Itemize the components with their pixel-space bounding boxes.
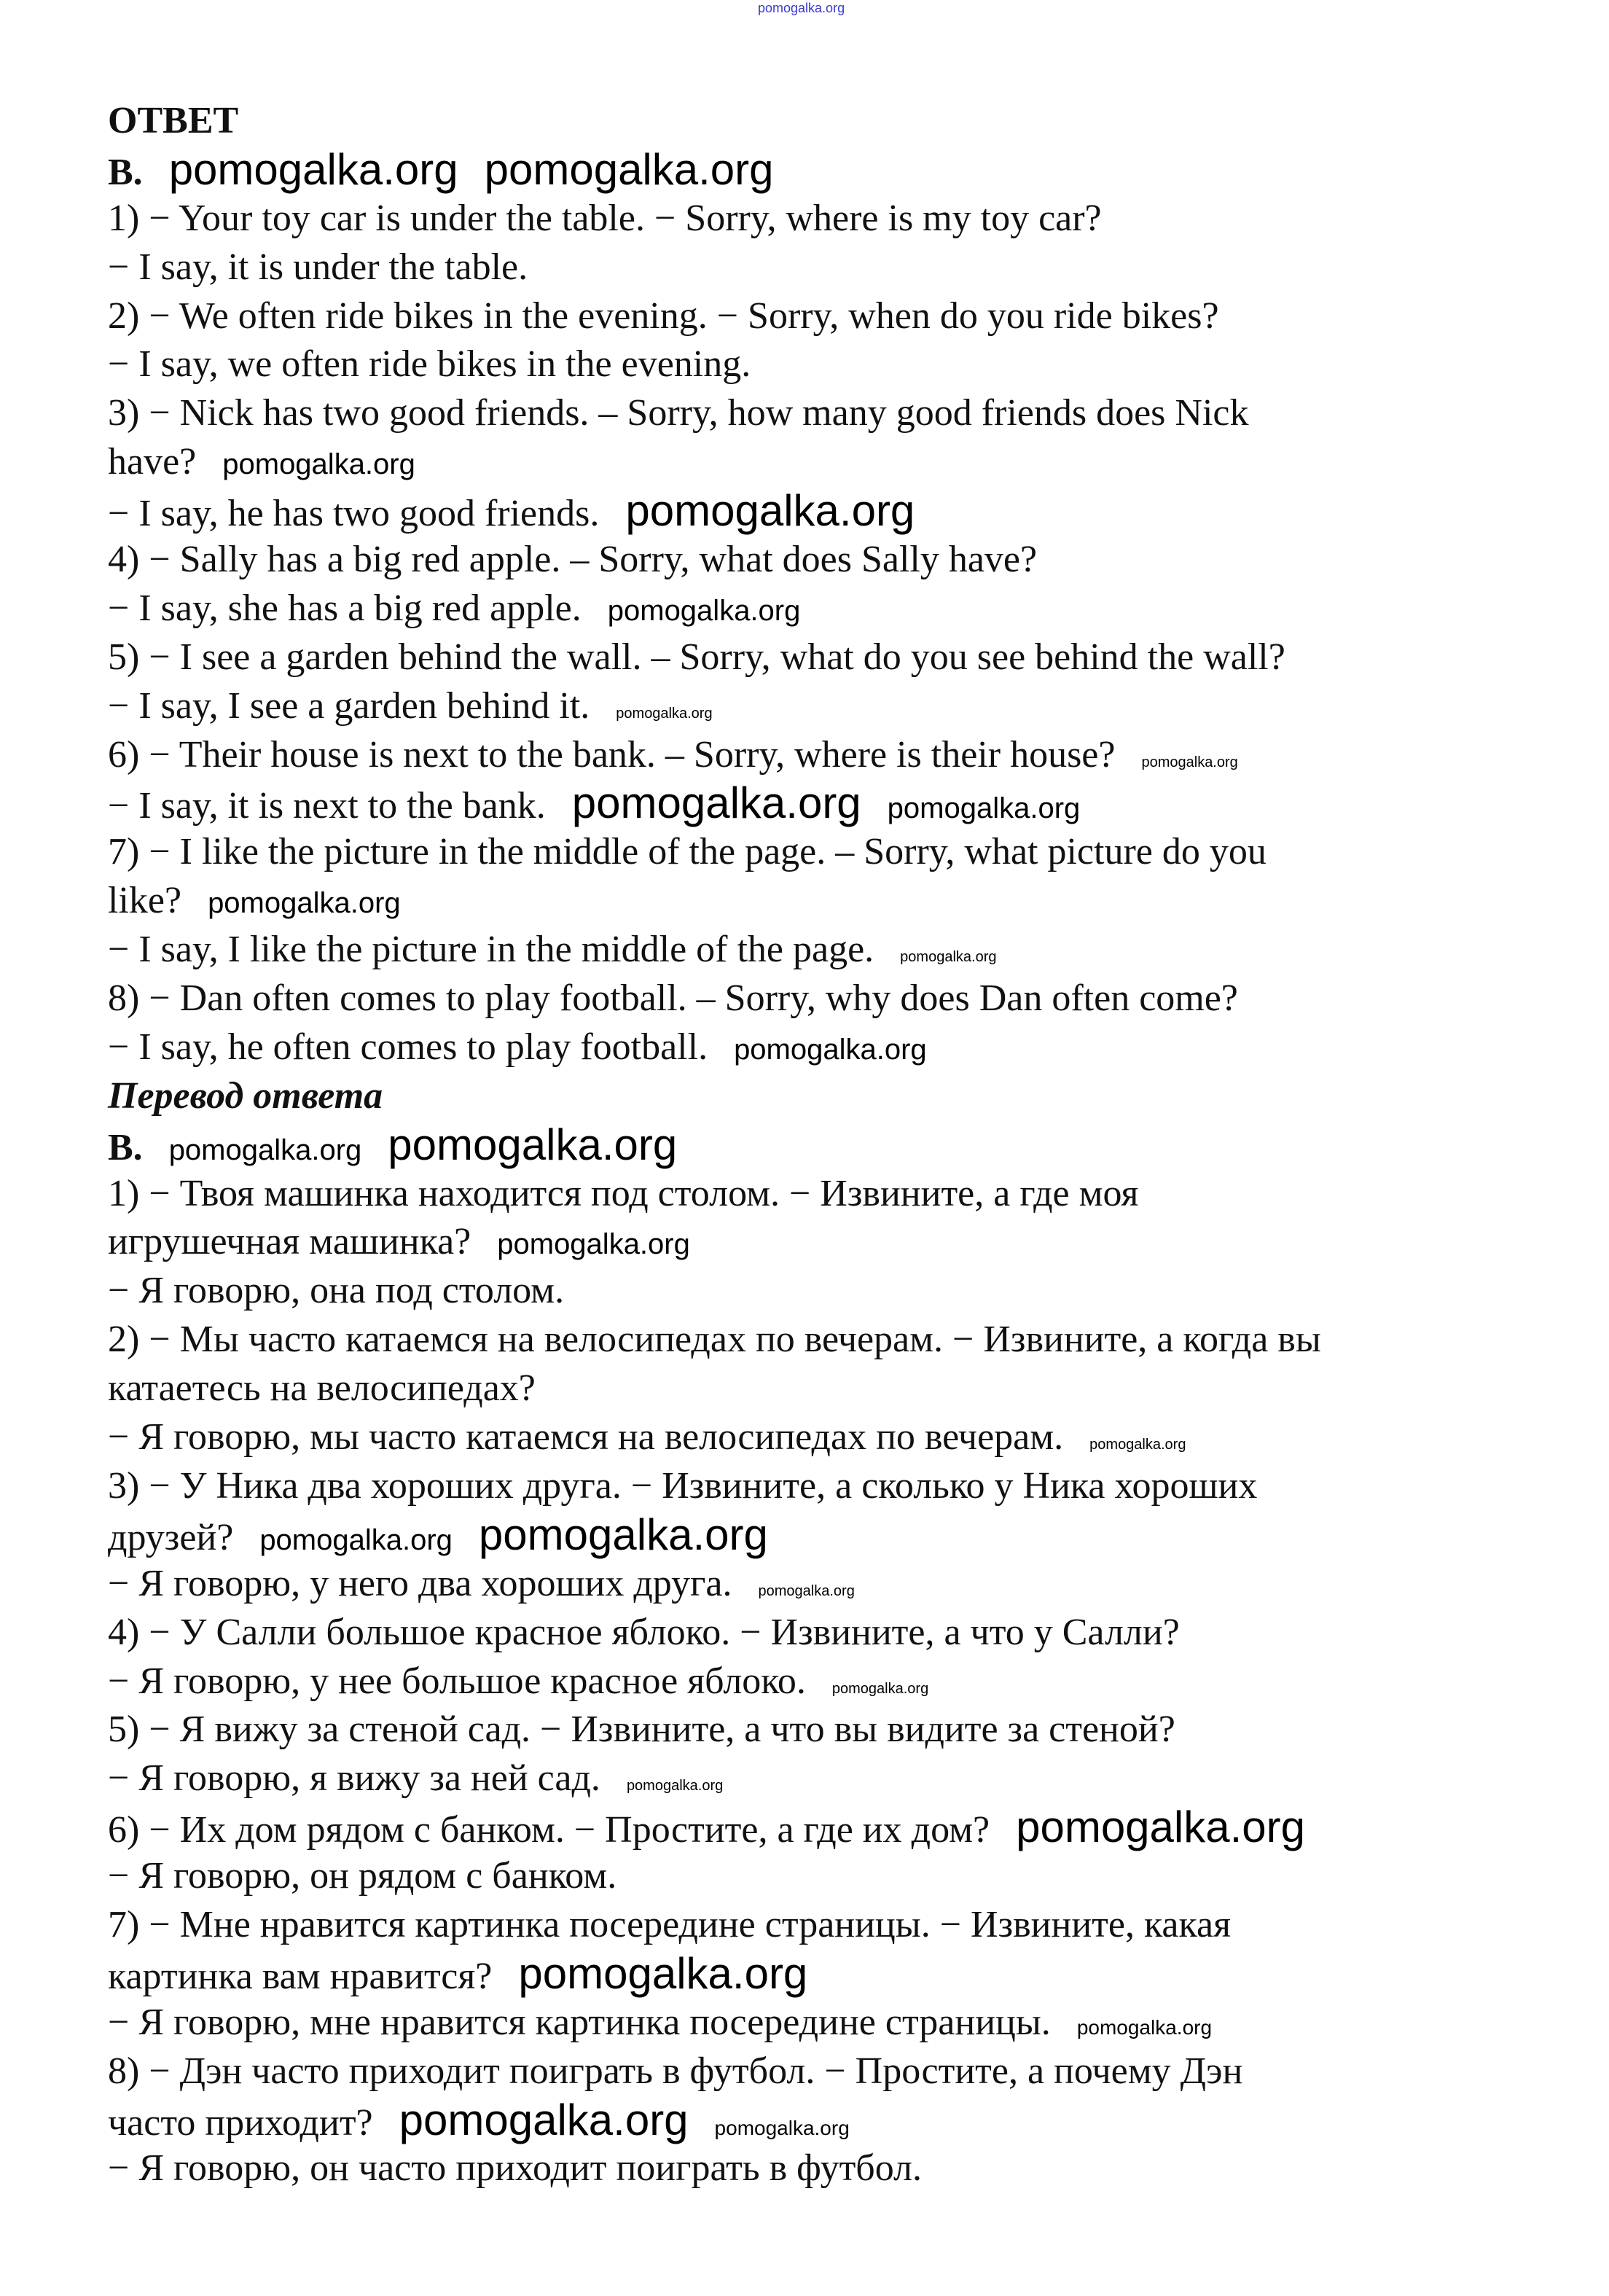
text-line-row	[108, 1657, 1594, 1706]
text-line: 5) − I see a garden behind the wall. – Sorry, what do you see behind the wall?	[108, 636, 1285, 678]
text-line-row	[108, 1609, 1594, 1657]
watermark: pomogalka.org	[1016, 1803, 1306, 1852]
text-line: − Я говорю, у нее большое красное яблоко.	[108, 1660, 806, 1702]
text-line: 2) − We often ride bikes in the evening. − Sorry, when do you ride bikes?	[108, 294, 1219, 337]
watermark: pomogalka.org	[399, 2095, 689, 2144]
text-line: 7) − Мне нравится картинка посередине страницы. − Извините, какая	[108, 1903, 1231, 1945]
watermark: pomogalka.org	[1089, 1437, 1186, 1453]
text-line: часто приходит?	[108, 2101, 373, 2144]
text-line: like?	[108, 880, 182, 922]
text-line: − I say, it is under the table.	[108, 246, 528, 288]
text-line-row	[108, 585, 1594, 633]
text-line-row	[108, 292, 1594, 341]
text-line-row	[108, 536, 1594, 585]
text-line: 6) − Their house is next to the bank. – Sorry, where is their house?	[108, 733, 1116, 776]
text-line: 4) − Sally has a big red apple. – Sorry, what does Sally have?	[108, 539, 1038, 581]
watermark: pomogalka.org	[168, 1133, 362, 1166]
text-line: 7) − I like the picture in the middle of the page. – Sorry, what picture do you	[108, 831, 1267, 873]
text-line: − I say, I see a garden behind it.	[108, 684, 590, 727]
watermark: pomogalka.org	[887, 792, 1081, 825]
text-line-row	[108, 1170, 1594, 1219]
text-line-row	[108, 487, 1594, 536]
text-line: 4) − У Салли большое красное яблоко. − Извините, а что у Салли?	[108, 1611, 1180, 1653]
watermark: pomogalka.org	[831, 1680, 929, 1697]
text-line: − Я говорю, я вижу за ней сад.	[108, 1757, 600, 1800]
text-line-row	[108, 1560, 1594, 1609]
text-line: − I say, it is next to the bank.	[108, 785, 546, 827]
text-line: − Я говорю, он часто приходит поиграть в футбол.	[108, 2147, 923, 2190]
text-line-row	[108, 633, 1594, 682]
watermark: pomogalka.org	[259, 1523, 453, 1556]
text-line-row	[108, 146, 1594, 195]
text-line-row	[108, 1852, 1594, 1901]
text-line: − I say, he has two good friends.	[108, 493, 600, 535]
watermark: pomogalka.org	[607, 594, 801, 627]
text-line: − Я говорю, мы часто катаемся на велосипедах по вечерам.	[108, 1416, 1064, 1459]
translation-section	[108, 1121, 1594, 2194]
text-line-row	[108, 1413, 1594, 1462]
text-line: 8) − Dan often comes to play football. – Sorry, why does Dan often come?	[108, 977, 1238, 1020]
text-line-row	[108, 975, 1594, 1023]
text-line: 2) − Мы часто катаемся на велосипедах по вечерам. − Извините, а когда вы	[108, 1319, 1321, 1361]
answer-heading: ОТВЕТ	[108, 100, 239, 141]
document-body	[108, 97, 1594, 2193]
text-line-row	[108, 1754, 1594, 1803]
section-label: B.	[108, 151, 143, 193]
watermark: pomogalka.org	[518, 1948, 808, 1998]
watermark: pomogalka.org	[484, 144, 774, 194]
watermark: pomogalka.org	[571, 778, 861, 828]
section-label: B.	[108, 1126, 143, 1168]
watermark: pomogalka.org	[1141, 754, 1238, 770]
text-line: 3) − Nick has two good friends. – Sorry, how many good friends does Nick	[108, 392, 1249, 434]
text-line-row	[108, 243, 1594, 292]
watermark: pomogalka.org	[758, 1582, 855, 1599]
text-line: 1) − Твоя машинка находится под столом. − Извините, а где моя	[108, 1172, 1139, 1214]
watermark: pomogalka.org	[478, 1510, 768, 1559]
text-line: − I say, she has a big red apple.	[108, 587, 582, 629]
watermark: pomogalka.org	[616, 705, 713, 722]
text-line-row	[108, 1511, 1594, 1560]
text-line: 3) − У Ника два хороших друга. − Извините, а сколько у Ника хороших	[108, 1464, 1258, 1507]
watermark: pomogalka.org	[714, 2116, 850, 2139]
watermark: pomogalka.org	[758, 1, 845, 15]
text-line-row	[108, 1023, 1594, 1072]
text-line-row	[108, 1803, 1594, 1852]
text-line-row	[108, 1901, 1594, 1950]
text-line-row	[108, 828, 1594, 877]
text-line-row	[108, 1218, 1594, 1267]
translation-heading: Перевод ответа	[108, 1074, 383, 1117]
text-line: 5) − Я вижу за стеной сад. − Извините, а что вы видите за стеной?	[108, 1709, 1175, 1751]
watermark: pomogalka.org	[1076, 2015, 1213, 2039]
watermark: pomogalka.org	[208, 887, 401, 920]
text-line-row	[108, 779, 1594, 828]
text-line: − I say, we often ride bikes in the evening.	[108, 343, 751, 386]
text-line-row	[108, 389, 1594, 438]
text-line-row	[108, 438, 1594, 487]
text-line: − I say, he often comes to play football.	[108, 1026, 708, 1068]
text-line: − Я говорю, она под столом.	[108, 1270, 565, 1312]
answer-section	[108, 146, 1594, 1072]
watermark: pomogalka.org	[625, 486, 915, 536]
answer-heading-row	[108, 97, 1594, 146]
watermark: pomogalka.org	[626, 1778, 724, 1795]
text-line-row	[108, 1316, 1594, 1364]
text-line-row	[108, 2096, 1594, 2145]
text-line: − Я говорю, у него два хороших друга.	[108, 1562, 732, 1604]
text-line: − Я говорю, он рядом с банком.	[108, 1855, 617, 1897]
text-line: игрушечная машинка?	[108, 1221, 471, 1263]
text-line-row	[108, 340, 1594, 389]
text-line-row	[108, 1267, 1594, 1316]
text-line: − I say, I like the picture in the middle of the page.	[108, 929, 874, 971]
text-line-row	[108, 195, 1594, 243]
watermark: pomogalka.org	[900, 949, 997, 966]
text-line-row	[108, 1121, 1594, 1170]
text-line: 8) − Дэн часто приходит поиграть в футбол. − Простите, а почему Дэн	[108, 2050, 1243, 2092]
text-line: друзей?	[108, 1516, 234, 1558]
text-line-row	[108, 2144, 1594, 2193]
text-line-row	[108, 877, 1594, 926]
text-line-row	[108, 1999, 1594, 2047]
text-line-row	[108, 1950, 1594, 1999]
watermark: pomogalka.org	[734, 1033, 927, 1066]
text-line: картинка вам нравится?	[108, 1955, 493, 1997]
watermark: pomogalka.org	[388, 1120, 678, 1169]
translation-heading-row	[108, 1072, 1594, 1121]
text-line-row	[108, 682, 1594, 731]
text-line-row	[108, 1364, 1594, 1413]
text-line: − Я говорю, мне нравится картинка посередине страницы.	[108, 2001, 1051, 2043]
watermark: pomogalka.org	[497, 1228, 690, 1261]
text-line-row	[108, 926, 1594, 975]
text-line-row	[108, 1462, 1594, 1511]
text-line-row	[108, 2047, 1594, 2096]
watermark: pomogalka.org	[222, 448, 415, 481]
text-line-row	[108, 1706, 1594, 1754]
text-line: катаетесь на велосипедах?	[108, 1367, 536, 1410]
text-line-row	[108, 731, 1594, 780]
watermark: pomogalka.org	[168, 144, 458, 194]
text-line: 6) − Их дом рядом с банком. − Простите, а где их дом?	[108, 1809, 990, 1851]
text-line: have?	[108, 441, 197, 483]
text-line: 1) − Your toy car is under the table. − Sorry, where is my toy car?	[108, 197, 1102, 239]
